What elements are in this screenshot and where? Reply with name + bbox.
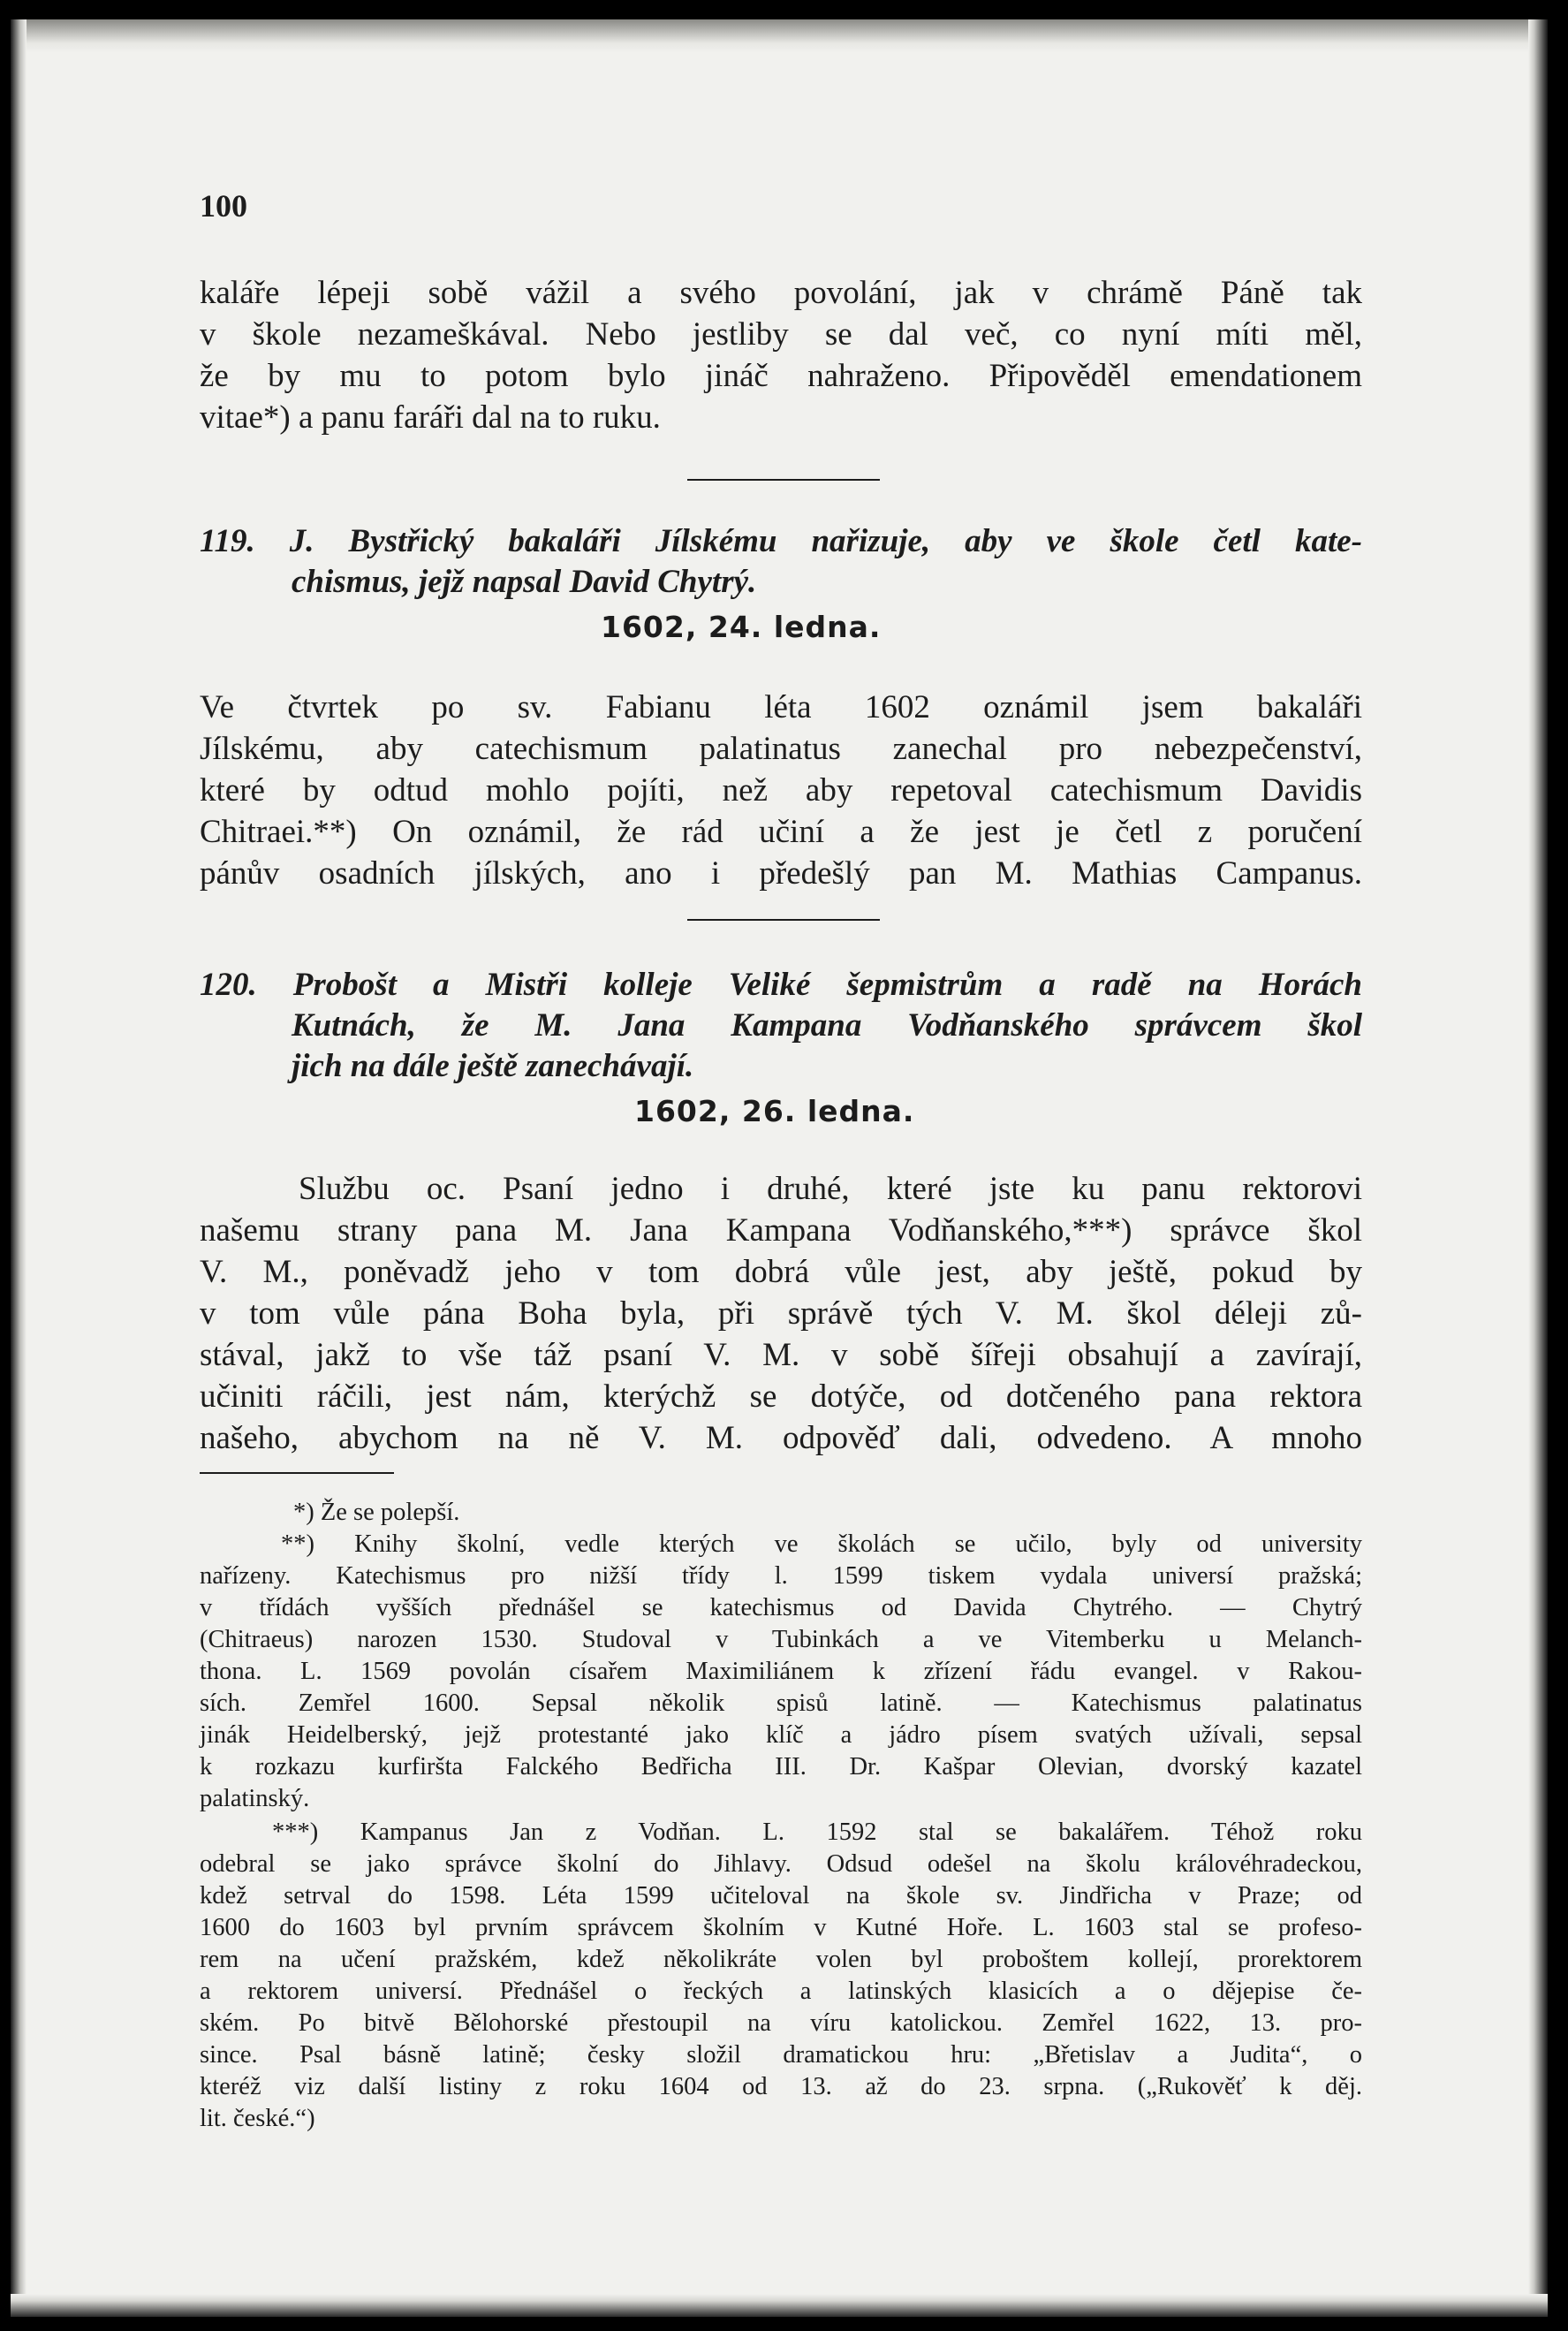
doc119-body-line: Ve čtvrtek po sv. Fabianu léta 1602 oznámil jsem bakaláři	[200, 689, 1362, 725]
doc120-body-line: V. M., poněvadž jeho v tom dobrá vůle jest, aby ještě, pokud by	[200, 1254, 1362, 1290]
intro-line: že by mu to potom bylo jináč nahraženo. Připověděl emendationem	[200, 358, 1362, 394]
footnote-3-line: ském. Po bitvě Bělohorské přestoupil na víru katolickou. Zemřel 1622, 13. pro-	[200, 2009, 1362, 2037]
footnote-3-line: odebral se jako správce školní do Jihlavy. Odsud odešel na školu královéhradeckou,	[200, 1850, 1362, 1878]
page-number: 100	[200, 188, 247, 224]
footnote-2-line: k rozkazu kurfiršta Falckého Bedřicha III. Dr. Kašpar Olevian, dvorský kazatel	[200, 1753, 1362, 1781]
section-divider	[687, 919, 880, 921]
scanned-page	[11, 19, 1548, 2317]
doc120-heading-line: Kutnách, že M. Jana Kampana Vodňanského správcem škol	[292, 1007, 1362, 1044]
doc120-body-line: našeho, abychom na ně V. M. odpověď dali, odvedeno. A mnoho	[200, 1420, 1362, 1456]
footnote-2-line: v třídách vyšších přednášel se katechismus od Davida Chytrého. — Chytrý	[200, 1594, 1362, 1621]
footnote-3-line: a rektorem universí. Přednášel o řeckých a latinských klasicích a o dějepise če-	[200, 1978, 1362, 2005]
footnote-2-line: **) Knihy školní, vedle kterých ve školách se učilo, byly od university	[281, 1530, 1362, 1558]
footnote-2-line: thona. L. 1569 povolán císařem Maximiliánem k zřízení řádu evangel. v Rakou-	[200, 1658, 1362, 1685]
doc120-heading-line: 120. Probošt a Mistři kolleje Veliké šepmistrům a radě na Horách	[200, 967, 1362, 1003]
doc120-body-line: Službu oc. Psaní jedno i druhé, které jste ku panu rektorovi	[299, 1171, 1362, 1207]
footnote-2-line: nařízeny. Katechismus pro nižší třídy l. 1599 tiskem vydala universí pražská;	[200, 1562, 1362, 1590]
doc120-date: 1602, 26. ledna.	[634, 1094, 915, 1128]
doc119-heading-line: chismus, jejž napsal David Chytrý.	[292, 564, 757, 600]
footnote-divider	[200, 1472, 394, 1474]
scan-shadow-right	[1528, 19, 1548, 2317]
intro-line: vitae*) a panu faráři dal na to ruku.	[200, 399, 661, 436]
doc119-heading-line: 119. J. Bystřický bakaláři Jílskému nařizuje, aby ve škole četl kate-	[200, 523, 1362, 559]
footnote-2-line: (Chitraeus) narozen 1530. Studoval v Tubinkách a ve Vitemberku u Melanch-	[200, 1626, 1362, 1653]
footnote-3-line: rem na učení pražském, kdež několikráte volen byl proboštem kollejí, prorektorem	[200, 1946, 1362, 1973]
footnote-2-line: sích. Zemřel 1600. Sepsal několik spisů latině. — Katechismus palatinatus	[200, 1689, 1362, 1717]
footnote-2-line: palatinský.	[200, 1785, 310, 1812]
doc119-body-line: Chitraei.**) On oznámil, že rád učiní a že jest je četl z poručení	[200, 814, 1362, 850]
intro-line: v škole nezameškával. Nebo jestliby se dal več, co nyní míti měl,	[200, 316, 1362, 353]
doc119-body-line: pánův osadních jílských, ano i předešlý pan M. Mathias Campanus.	[200, 855, 1362, 892]
section-divider	[687, 479, 880, 481]
scan-shadow-bottom	[11, 2294, 1548, 2317]
doc120-body-line: našemu strany pana M. Jana Kampana Vodňanského,***) správce škol	[200, 1212, 1362, 1249]
doc119-date: 1602, 24. ledna.	[601, 610, 882, 644]
doc119-body-line: Jílskému, aby catechismum palatinatus zanechal pro nebezpečenství,	[200, 731, 1362, 767]
footnote-2-line: jinák Heidelberský, jejž protestanté jako klíč a jádro písem svatých užívali, sepsal	[200, 1721, 1362, 1749]
footnote-1: *) Že se polepší.	[293, 1499, 460, 1526]
doc120-body-line: učiniti ráčili, jest nám, kterýchž se dotýče, od dotčeného pana rektora	[200, 1378, 1362, 1415]
doc120-body-line: v tom vůle pána Boha byla, při správě tých V. M. škol déleji zů-	[200, 1295, 1362, 1332]
footnote-3-line: lit. české.“)	[200, 2105, 315, 2132]
footnote-3-line: since. Psal básně latině; česky složil dramatickou hru: „Břetislav a Judita“, o	[200, 2041, 1362, 2069]
doc119-body-line: které by odtud mohlo pojíti, než aby repetoval catechismum Davidis	[200, 772, 1362, 809]
footnote-3-line: kdež setrval do 1598. Léta 1599 učiteloval na škole sv. Jindřicha v Praze; od	[200, 1882, 1362, 1910]
footnote-3-line: ***) Kampanus Jan z Vodňan. L. 1592 stal se bakalářem. Téhož roku	[272, 1818, 1362, 1846]
scan-shadow-left	[11, 19, 27, 2317]
footnote-3-line: kteréž viz další listiny z roku 1604 od 13. až do 23. srpna. („Rukověť k děj.	[200, 2073, 1362, 2100]
scan-shadow-top	[11, 19, 1548, 53]
footnote-3-line: 1600 do 1603 byl prvním správcem školním v Kutné Hoře. L. 1603 stal se profeso-	[200, 1914, 1362, 1941]
doc120-body-line: stával, jakž to vše táž psaní V. M. v sobě šířeji obsahují a zavírají,	[200, 1337, 1362, 1373]
doc120-heading-line: jich na dále ještě zanechávají.	[292, 1048, 694, 1084]
intro-line: kaláře lépeji sobě vážil a svého povolání, jak v chrámě Páně tak	[200, 275, 1362, 311]
